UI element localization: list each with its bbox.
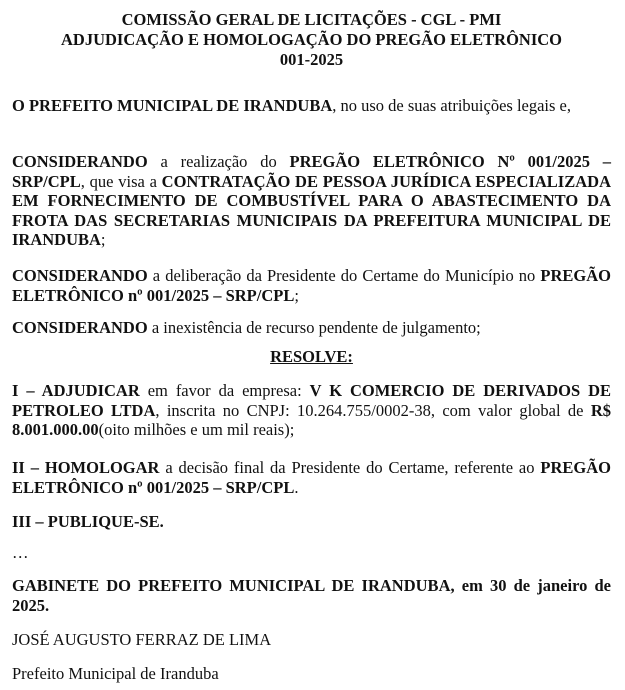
intro-mayor: O PREFEITO MUNICIPAL DE IRANDUBA	[12, 96, 333, 115]
gabinete-date: , em 30 de janeiro de 2025.	[12, 576, 611, 615]
considerando-3-text: a inexistência de recurso pendente de julgamento;	[147, 318, 481, 337]
signature-name: JOSÉ AUGUSTO FERRAZ DE LIMA	[12, 630, 272, 649]
gabinete-title: GABINETE DO PREFEITO MUNICIPAL DE IRANDUBA	[12, 576, 451, 595]
considerando-2-paragraph	[12, 266, 611, 305]
header-line-title: ADJUDICAÇÃO E HOMOLOGAÇÃO DO PREGÃO ELETRÔNICO	[61, 30, 562, 49]
item-1-paragraph	[12, 381, 611, 440]
signature-title: Prefeito Municipal de Iranduba	[12, 664, 219, 683]
header-line-commission: COMISSÃO GERAL DE LICITAÇÕES - CGL - PMI	[121, 10, 502, 29]
considerando-1-paragraph	[12, 152, 611, 250]
item-2-text-a: a decisão final da Presidente do Certame, referente ao	[159, 458, 541, 477]
item-2-paragraph	[12, 458, 611, 497]
considerando-1-text-b: , que visa a	[80, 171, 162, 191]
intro-paragraph	[12, 96, 611, 116]
considerando-2-lead: CONSIDERANDO	[12, 266, 148, 285]
header-line-number: 001-2025	[279, 50, 344, 69]
considerando-1-lead: CONSIDERANDO	[12, 152, 148, 171]
considerando-1-object: CONTRATAÇÃO DE PESSOA JURÍDICA ESPECIALIZADA EM FORNECIMENTO DE COMBUSTÍVEL PARA O ABASTECIMENTO DA FROTA DAS SECRETARIAS MUNICIPAIS DA PREFEITURA MUNICIPAL DE IRANDUBA	[12, 171, 611, 249]
considerando-2-text-b: ;	[294, 285, 299, 305]
item-1-text-c: (oito milhões e um mil reais);	[98, 420, 295, 439]
item-2-lead: II – HOMOLOGAR	[12, 458, 160, 477]
item-3-paragraph: III – PUBLIQUE-SE.	[12, 512, 164, 531]
item-2-pregao: PREGÃO ELETRÔNICO nº 001/2025 – SRP/CPL	[12, 458, 611, 497]
document-header	[12, 10, 611, 70]
considerando-3-lead: CONSIDERANDO	[12, 318, 148, 337]
item-1-lead: I – ADJUDICAR	[12, 381, 140, 400]
considerando-3-paragraph	[12, 318, 611, 338]
considerando-2-pregao: PREGÃO ELETRÔNICO nº 001/2025 – SRP/CPL	[12, 266, 611, 305]
gabinete-paragraph	[12, 576, 611, 615]
item-1-value: R$ 8.001.000.00	[12, 400, 611, 439]
item-1-text-b: , inscrita no CNPJ: 10.264.755/0002-38, com valor global de	[155, 400, 591, 420]
intro-text: , no uso de suas atribuições legais e,	[332, 96, 571, 115]
item-1-company: V K COMERCIO DE DERIVADOS DE PETROLEO LTDA	[12, 381, 611, 420]
considerando-1-pregao: PREGÃO ELETRÔNICO Nº 001/2025 – SRP/CPL	[12, 152, 611, 191]
considerando-1-text-c: ;	[100, 230, 106, 249]
considerando-1-text-a: a realização do	[147, 152, 290, 171]
item-1-text-a: em favor da empresa:	[139, 381, 310, 400]
resolve-heading: RESOLVE:	[270, 347, 353, 366]
considerando-2-text-a: a deliberação da Presidente do Certame do Município no	[147, 266, 541, 285]
ellipsis: …	[12, 543, 29, 562]
item-2-text-b: .	[294, 477, 299, 497]
